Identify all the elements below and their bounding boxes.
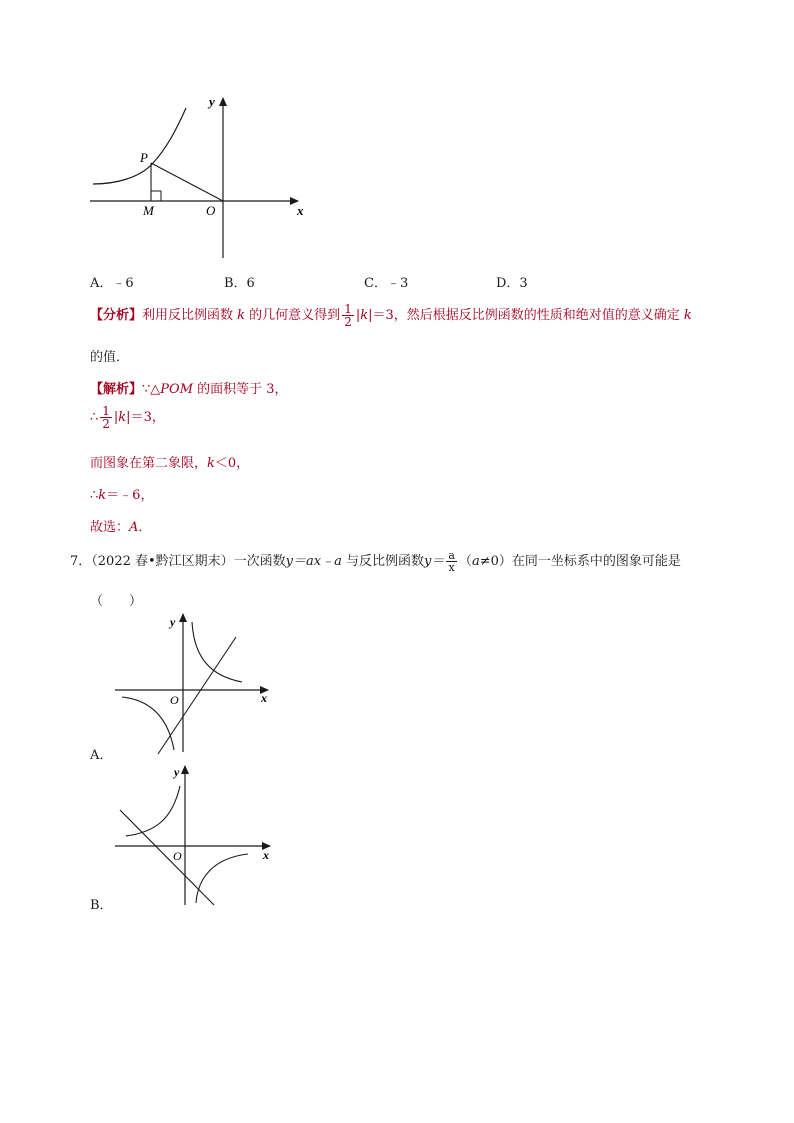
solution-s4-pre: ∴ <box>90 488 99 503</box>
solution-pom: POM <box>160 382 194 397</box>
option-b-label[interactable]: B． <box>90 898 113 913</box>
analysis-text-3: ＝3，然后根据反比例函数的性质和绝对值的意义确定 <box>372 308 684 323</box>
option-b-hyperbola-q2 <box>126 786 180 836</box>
option-b-label-y: y <box>174 765 180 779</box>
fraction-den-x: x <box>448 561 455 574</box>
label-p: P <box>140 150 148 165</box>
option-a-label[interactable]: A． <box>90 748 113 763</box>
option-a-label-y: y <box>170 615 176 629</box>
solution-fraction <box>100 405 112 430</box>
choice-d: D．3 <box>496 276 528 291</box>
question-mid: 与反比例函数 <box>341 554 424 569</box>
linear-function: y＝ax﹣a <box>285 554 342 569</box>
solution-s2-pre: ∴ <box>90 410 99 425</box>
analysis-line1 <box>90 303 692 328</box>
condition-rest: ≠0）在同一坐标系中的图象可能是 <box>479 554 681 569</box>
option-b-line <box>120 810 214 905</box>
solution-s3-a: 而图象在第二象限， <box>90 456 208 471</box>
solution-s5-a: 故选： <box>90 520 130 535</box>
label-o: O <box>206 203 216 218</box>
solution-line3 <box>90 452 249 471</box>
segment-po <box>151 163 223 201</box>
analysis-text-2: 的几何意义得到 <box>245 308 341 323</box>
solution-abs-k: |k| <box>113 410 131 425</box>
analysis-k2: k <box>683 308 692 323</box>
solution-s5-b: ． <box>138 520 152 535</box>
option-b-label-o: O <box>173 849 182 863</box>
fraction-num-a: a <box>448 549 455 562</box>
condition-open: （ <box>458 554 472 569</box>
analysis-fraction <box>342 303 354 328</box>
option-b-hyperbola-q4 <box>196 854 248 903</box>
figure-pom <box>85 90 315 265</box>
choice-a: A．﹣6 <box>90 276 134 291</box>
analysis-abs-k: |k| <box>355 308 373 323</box>
solution-line2 <box>90 405 165 430</box>
hyperbola-curve <box>93 108 186 184</box>
option-a-graph <box>110 612 275 757</box>
option-b-label-x: x <box>263 848 269 862</box>
solution-s3-b: ＜0， <box>214 456 250 471</box>
choice-b: B．6 <box>224 276 255 291</box>
question-source: （2022 春•黔江区期末）一次函数 <box>91 554 286 569</box>
analysis-k: k <box>237 308 246 323</box>
solution-frac-den: 2 <box>102 417 110 431</box>
solution-s1-b: 的面积等于 3， <box>193 382 288 397</box>
answer-parentheses: （ ） <box>90 594 143 609</box>
solution-s2-post: ＝3， <box>130 410 165 425</box>
question-number: 7． <box>70 554 92 569</box>
solution-s3-k: k <box>207 456 215 471</box>
choice-c: C．﹣3 <box>364 276 409 291</box>
solution-s1-a: ∵△ <box>142 382 161 397</box>
analysis-frac-den: 2 <box>344 315 352 329</box>
option-a-label-x: x <box>261 691 267 705</box>
solution-line5 <box>90 516 151 535</box>
analysis-frac-num: 1 <box>344 302 352 316</box>
analysis-tag: 【分析】 <box>90 308 143 323</box>
solution-frac-num: 1 <box>102 404 110 418</box>
solution-s4-post: ＝﹣6， <box>106 488 154 503</box>
question-7-stem <box>70 550 681 573</box>
solution-line1 <box>90 378 288 397</box>
label-m: M <box>143 203 154 218</box>
label-y: y <box>209 94 215 109</box>
option-b-graph <box>110 762 275 907</box>
right-angle-mark <box>151 191 161 201</box>
inverse-function-y: y＝ <box>424 554 445 569</box>
solution-line4 <box>90 484 153 503</box>
option-a-label-o: O <box>170 693 179 707</box>
analysis-text-1: 利用反比例函数 <box>142 308 238 323</box>
analysis-line2: 的值． <box>90 350 130 365</box>
option-a-hyperbola-q1 <box>192 622 242 682</box>
solution-s5-ans: A <box>129 520 139 535</box>
inverse-function-fraction <box>446 550 457 573</box>
solution-s4-k: k <box>98 488 107 503</box>
label-x: x <box>297 203 304 218</box>
solution-tag: 【解析】 <box>90 382 143 397</box>
condition-var: a <box>471 554 480 569</box>
